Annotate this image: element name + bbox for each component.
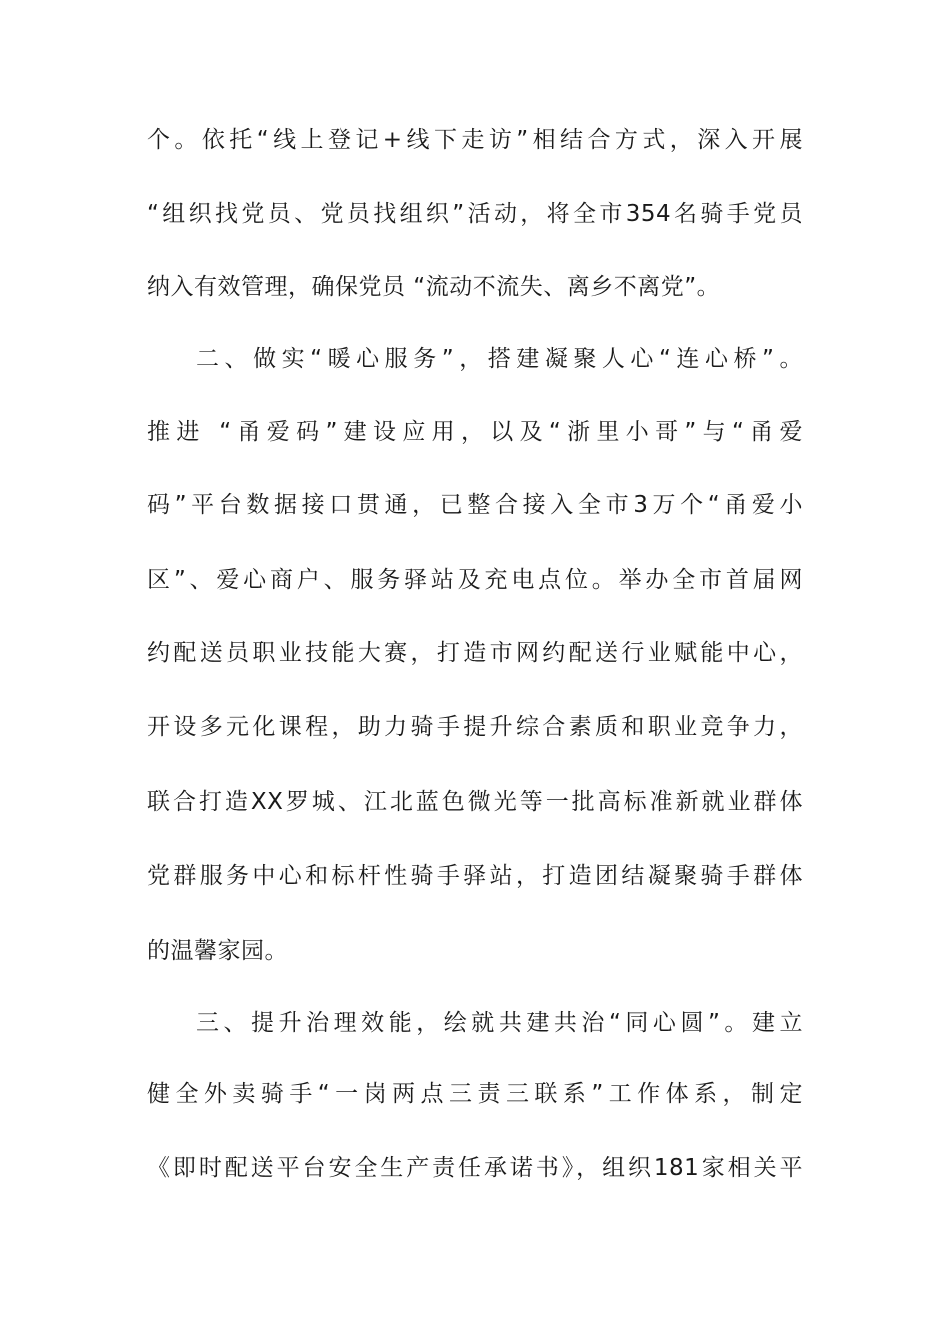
text-line-10: 联合打造XX罗城、江北蓝色微光等一批高标准新就业群体 [147,789,803,815]
text-line-3: 纳入有效管理，确保党员 “流动不流失、离乡不离党”。 [147,274,721,300]
text-line-14: 健全外卖骑手“一岗两点三责三联系”工作体系，制定 [147,1081,803,1107]
section-heading-3: 三、提升治理效能，绘就共建共治“同心圆”。建立 [196,1010,803,1036]
text-line-6: 码”平台数据接口贯通，已整合接入全市3万个“甬爱小 [147,492,803,518]
text-line-2: “组织找党员、党员找组织”活动，将全市354名骑手党员 [147,201,803,227]
text-line-5: 推进 “甬爱码”建设应用，以及“浙里小哥”与“甬爱 [147,419,803,445]
section-heading-2: 二、做实“暖心服务”，搭建凝聚人心“连心桥”。 [196,346,803,372]
text-line-1: 个。依托“线上登记+线下走访”相结合方式，深入开展 [147,127,803,153]
text-line-15: 《即时配送平台安全生产责任承诺书》，组织181家相关平 [147,1155,803,1181]
text-line-7: 区”、爱心商户、服务驿站及充电点位。举办全市首届网 [147,567,803,593]
text-line-12: 的温馨家园。 [147,938,288,964]
text-line-9: 开设多元化课程，助力骑手提升综合素质和职业竞争力， [147,714,803,740]
text-line-11: 党群服务中心和标杆性骑手驿站，打造团结凝聚骑手群体 [147,863,803,889]
text-line-8: 约配送员职业技能大赛，打造市网约配送行业赋能中心， [147,640,803,666]
